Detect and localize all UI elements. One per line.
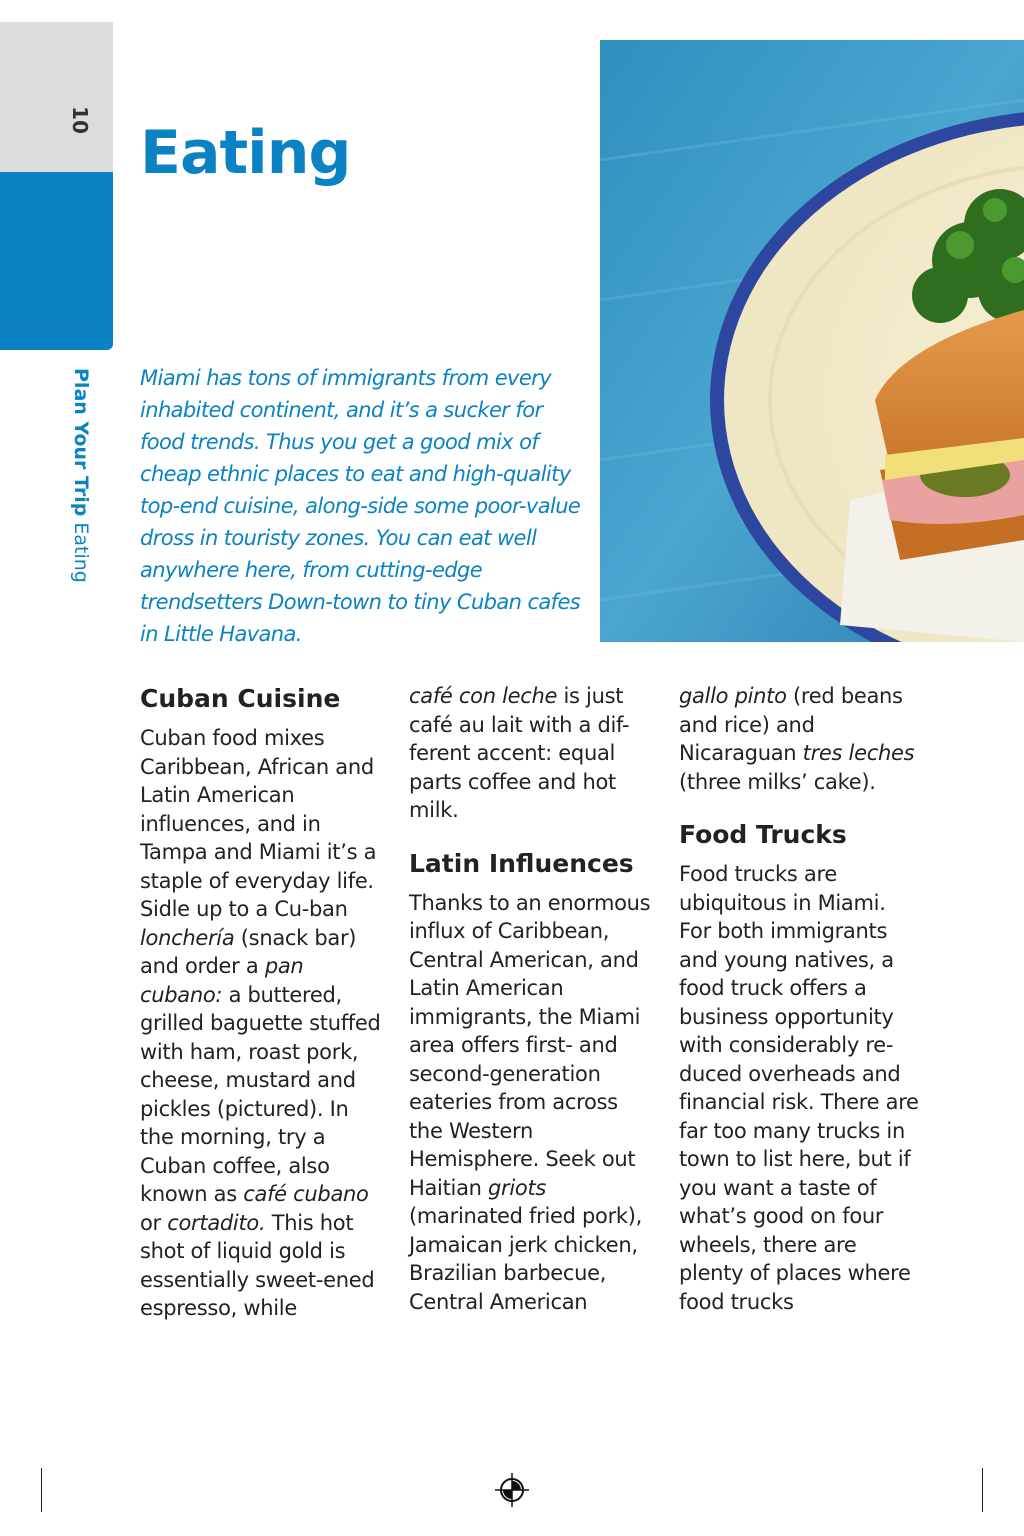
crop-mark-left <box>41 1468 42 1512</box>
section-label: Plan Your Trip <box>70 368 92 517</box>
latin-influences-text: Thanks to an enormous influx of Caribbean, Central American, and Latin American immigrants, the Miami area offers first- and second-generation eateries from across the Western Hemisphere. Seek out Haitian griots (marinated fried pork), Jamaican jerk chicken, Brazilian barbecue, Central American <box>409 890 651 1314</box>
page-number: 10 <box>68 106 92 134</box>
subsection-label: Eating <box>70 522 92 583</box>
heading-latin-influences: Latin Influences <box>409 848 634 878</box>
registration-mark-icon <box>494 1472 530 1508</box>
cuban-sandwich-photo <box>600 40 1024 642</box>
food-trucks-text: Food trucks are ubiquitous in Miami. For both immigrants and young natives, a food truck offers a business opportunity with considerably re-duced overheads and financial risk. There are far too many trucks in town to list here, but if you want a taste of what’s good on four wheels, there are plenty of places where food trucks <box>679 862 919 1314</box>
column-3 <box>679 682 923 1316</box>
column-1 <box>140 682 384 1323</box>
chapter-tab-blue <box>0 172 113 350</box>
cuban-cuisine-text-cont: café con leche is just café au lait with a dif-ferent accent: equal parts coffee and hot milk. <box>409 684 630 822</box>
cuban-cuisine-text: Cuban food mixes Caribbean, African and Latin American influences, and in Tampa and Miami it’s a staple of everyday life. Sidle up to a Cu-ban lonchería (snack bar) and order a pan cubano: a buttered, grilled baguette stuffed with ham, roast pork, cheese, mustard and pickles (pictured). In the morning, try a Cuban coffee, also known as café cubano or cortadito. This hot shot of liquid gold is essentially sweet-ened espresso, while <box>140 726 381 1320</box>
intro-paragraph: Miami has tons of immigrants from every inhabited continent, and it’s a sucker for food trends. Thus you get a good mix of cheap ethnic places to eat and high-quality top-end cuisine, along-side some poor-value dross in touristy zones. You can eat well anywhere here, from cutting-edge trendsetters Down-town to tiny Cuban cafes in Little Havana. <box>140 366 581 646</box>
column-2 <box>409 682 653 1316</box>
latin-influences-text-cont: gallo pinto (red beans and rice) and Nicaraguan tres leches (three milks’ cake). <box>679 684 915 794</box>
running-header <box>62 368 92 628</box>
page-tab-grey <box>0 22 113 172</box>
crop-mark-right <box>982 1468 983 1512</box>
heading-cuban-cuisine: Cuban Cuisine <box>140 684 341 713</box>
heading-food-trucks: Food Trucks <box>679 820 847 849</box>
page-title: Eating <box>140 118 351 188</box>
